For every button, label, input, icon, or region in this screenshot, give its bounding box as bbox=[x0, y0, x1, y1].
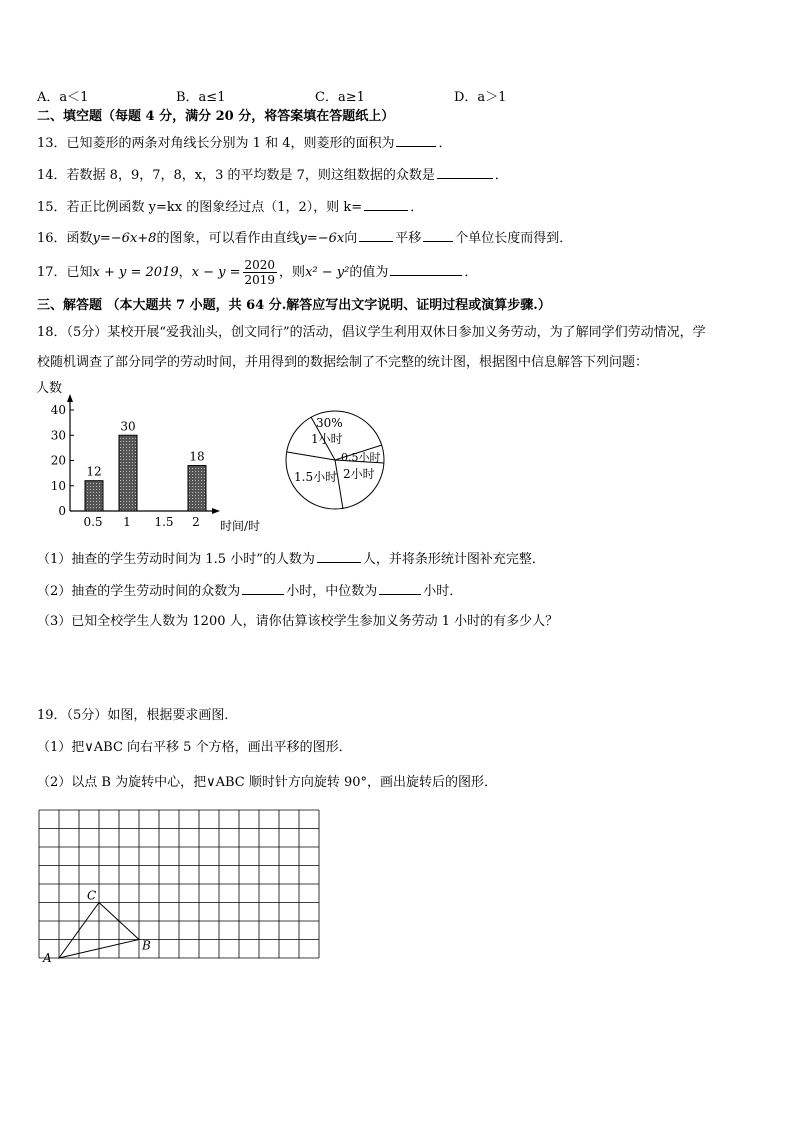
x-axis-arrow bbox=[212, 508, 220, 514]
q18-sub1-blank[interactable] bbox=[317, 550, 361, 563]
q14-end: ． bbox=[494, 168, 508, 183]
q18-sub2 bbox=[37, 582, 462, 601]
q13-text: 13．已知菱形的两条对角线长分别为 1 和 4，则菱形的面积为 bbox=[37, 136, 395, 151]
q14-blank[interactable] bbox=[437, 166, 493, 179]
grid-lines bbox=[39, 810, 319, 958]
section2-heading: 二、填空题（每题 4 分，满分 20 分，将答案填在答题纸上） bbox=[37, 109, 395, 124]
x-tick-label: 1 bbox=[123, 515, 131, 529]
grid-figure bbox=[34, 806, 324, 966]
bar-data-label: 12 bbox=[86, 464, 102, 479]
q18-sub1-text-end: 人，并将条形统计图补充完整． bbox=[362, 552, 545, 567]
question-16 bbox=[37, 229, 572, 248]
q19-sub1: （1）把∨ABC 向右平移 5 个方格，画出平移的图形． bbox=[37, 740, 352, 755]
question-13 bbox=[37, 134, 452, 153]
q17-denominator: 2019 bbox=[244, 273, 276, 287]
y-tick-label: 0 bbox=[58, 504, 66, 518]
section3-heading: 三、解答题 （本大题共 7 小题，共 64 分.解答应写出文字说明、证明过程或演算步骤.） bbox=[37, 298, 551, 313]
q19-sub2: （2）以点 B 为旋转中心，把∨ABC 顺时针方向旋转 90°，画出旋转后的图形． bbox=[37, 775, 498, 790]
q18-sub3: （3）已知全校学生人数为 1200 人，请你估算该校学生参加义务劳动 1 小时的有多少人？ bbox=[37, 614, 559, 629]
q17-suffix: 的值为 bbox=[349, 265, 389, 280]
q17-numerator: 2020 bbox=[244, 258, 276, 272]
y-axis-label: 人数 bbox=[36, 381, 63, 396]
q18-sub2-text: （2）抽查的学生劳动时间的众数为 bbox=[37, 584, 241, 599]
pie-divider-5 bbox=[287, 452, 335, 460]
q18-sub2-text-mid: 小时，中位数为 bbox=[286, 584, 378, 599]
pie-label-1-5h: 1.5小时 bbox=[294, 470, 338, 484]
q13-blank[interactable] bbox=[396, 134, 436, 147]
x-tick-label: 0.5 bbox=[83, 515, 103, 529]
y-axis-arrow bbox=[67, 394, 73, 402]
q17-expr2: x − y = bbox=[191, 265, 241, 280]
y-tick-label: 30 bbox=[50, 428, 66, 443]
q17-blank[interactable] bbox=[390, 263, 462, 276]
option-a: A．a＜1 bbox=[37, 90, 89, 105]
bar bbox=[119, 435, 137, 511]
q16-prefix: 16．函数 bbox=[37, 231, 93, 246]
question-17 bbox=[37, 256, 477, 290]
pie-label-percent: 30% bbox=[316, 416, 343, 430]
point-c-label: C bbox=[87, 888, 97, 903]
q13-end: ． bbox=[438, 136, 452, 151]
question-15 bbox=[37, 198, 423, 217]
q16-mid2: 向 bbox=[344, 231, 358, 246]
q16-mid4: 个单位长度而得到． bbox=[455, 231, 573, 246]
bar-chart-axes bbox=[36, 380, 260, 533]
q18-sub1 bbox=[37, 550, 545, 569]
bar-data-label: 18 bbox=[189, 449, 205, 464]
q14-text: 14．若数据 8，9，7，8，x，3 的平均数是 7，则这组数据的众数是 bbox=[37, 168, 435, 183]
x-axis-label: 时间/时 bbox=[220, 519, 261, 533]
q16-blank-direction[interactable] bbox=[359, 229, 393, 242]
pie-label-0-5h: 0.5小时 bbox=[341, 451, 381, 464]
q18-sub2-blank-mode[interactable] bbox=[242, 582, 284, 595]
bar bbox=[188, 466, 206, 511]
q16-mid3: 平移 bbox=[395, 231, 422, 246]
q15-end: ． bbox=[410, 200, 424, 215]
q18-sub1-text: （1）抽查的学生劳动时间为 1.5 小时”的人数为 bbox=[37, 552, 315, 567]
pie-divider-4 bbox=[335, 460, 343, 509]
q18-line1: 18．（5分）某校开展“爱我汕头，创文同行”的活动，倡议学生利用双休日参加义务劳动，为了解同学们劳动情况，学 bbox=[37, 325, 706, 340]
point-a-label: A bbox=[43, 951, 52, 965]
x-tick-label: 1.5 bbox=[154, 515, 174, 529]
pie-chart bbox=[280, 405, 400, 515]
q15-text: 15．若正比例函数 y=kx 的图象经过点（1，2），则 k= bbox=[37, 200, 363, 215]
y-tick-label: 40 bbox=[50, 403, 66, 417]
option-d: D．a＞1 bbox=[454, 90, 507, 105]
q17-sep: ， bbox=[178, 265, 192, 280]
q16-blank-units[interactable] bbox=[423, 229, 453, 242]
bar-chart-labels bbox=[83, 419, 204, 529]
y-tick-label: 10 bbox=[50, 478, 66, 493]
x-tick-label: 2 bbox=[192, 515, 200, 529]
q17-expr3: x² − y² bbox=[305, 265, 350, 280]
q17-prefix: 17．已知 bbox=[37, 265, 93, 280]
option-b: B．a≤1 bbox=[176, 90, 226, 105]
q17-end: ． bbox=[464, 265, 478, 280]
q16-mid1: 的图象，可以看作由直线 bbox=[156, 231, 300, 246]
q16-expr2: y=−6x bbox=[299, 231, 345, 246]
pie-label-2h: 2小时 bbox=[343, 467, 375, 481]
q18-sub2-blank-median[interactable] bbox=[379, 582, 421, 595]
pie-label-1h: 1小时 bbox=[311, 432, 343, 446]
q17-fraction bbox=[243, 258, 278, 287]
q17-mid: ，则 bbox=[279, 265, 306, 280]
bar-data-label: 30 bbox=[120, 419, 136, 434]
option-c: C．a≥1 bbox=[315, 90, 365, 105]
q16-expr1: y=−6x+8 bbox=[92, 231, 157, 246]
q19-line1: 19．（5分）如图，根据要求画图． bbox=[37, 708, 238, 723]
q18-sub2-text-end: 小时． bbox=[423, 584, 463, 599]
bar-chart bbox=[30, 378, 280, 538]
q18-line2: 校随机调查了部分同学的劳动时间，并用得到的数据绘制了不完整的统计图，根据图中信息解答下列问题： bbox=[37, 355, 649, 370]
q17-expr1: x + y = 2019 bbox=[92, 265, 179, 280]
bar-chart-bars bbox=[85, 435, 206, 511]
bar bbox=[85, 481, 103, 511]
point-b-label: B bbox=[142, 938, 151, 953]
q15-blank[interactable] bbox=[364, 198, 408, 211]
question-14 bbox=[37, 166, 508, 185]
y-tick-label: 20 bbox=[50, 453, 66, 468]
